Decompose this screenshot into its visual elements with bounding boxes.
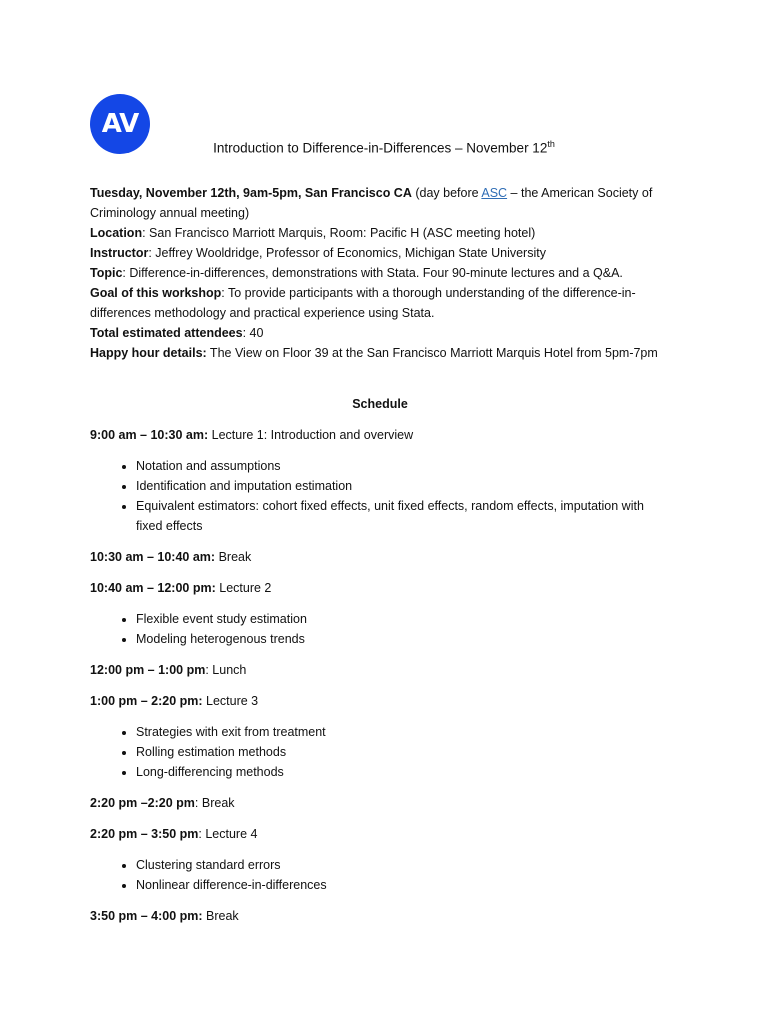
schedule-heading: Schedule	[352, 397, 408, 411]
schedule-slot	[90, 691, 670, 711]
bullet-list	[90, 855, 670, 895]
attendees-label: Total estimated attendees	[90, 326, 243, 340]
slot-time: 3:50 pm – 4:00 pm:	[90, 909, 203, 923]
attendees-value: : 40	[242, 326, 264, 340]
instructor-line	[90, 243, 670, 263]
goal-line	[90, 283, 670, 323]
list-item: • Clustering standard errors	[136, 855, 670, 875]
slot-desc: : Lunch	[205, 663, 247, 677]
slot-time: 2:20 pm –2:20 pm	[90, 796, 195, 810]
bullet-list	[90, 722, 670, 782]
list-item: • Rolling estimation methods	[136, 742, 670, 762]
list-item: • Strategies with exit from treatment	[136, 722, 670, 742]
topic-value: : Difference-in-differences, demonstrations with Stata. Four 90-minute lectures and a Q&A.	[122, 266, 623, 280]
goal-label: Goal of this workshop	[90, 286, 222, 300]
slot-time: 9:00 am – 10:30 am:	[90, 428, 209, 442]
schedule-slot	[90, 660, 670, 680]
date-post-text: – the American Society of Criminology annual meeting)	[90, 186, 653, 220]
bullet-list	[90, 456, 670, 536]
happy-hour-line	[90, 343, 670, 363]
goal-value: : To provide participants with a thorough understanding of the difference-in-differences methodology and practical experience using Stata.	[90, 286, 636, 320]
list-item: • Flexible event study estimation	[136, 609, 670, 629]
slot-desc: Break	[215, 550, 252, 564]
bullet-list	[90, 609, 670, 649]
slot-time: 12:00 pm – 1:00 pm	[90, 663, 206, 677]
schedule-slot	[90, 578, 670, 598]
instructor-value: : Jeffrey Wooldridge, Professor of Economics, Michigan State University	[148, 246, 546, 260]
slot-desc: Lecture 3	[202, 694, 259, 708]
schedule-slot	[90, 425, 670, 445]
list-item: • Identification and imputation estimation	[136, 476, 670, 496]
location-value: : San Francisco Marriott Marquis, Room: Pacific H (ASC meeting hotel)	[142, 226, 536, 240]
slot-time: 10:40 am – 12:00 pm:	[90, 581, 216, 595]
slot-desc: Break	[202, 909, 239, 923]
schedule-slot	[90, 793, 670, 813]
slot-time: 1:00 pm – 2:20 pm:	[90, 694, 203, 708]
topic-line	[90, 263, 670, 283]
title-superscript: th	[547, 139, 555, 149]
list-item: • Modeling heterogenous trends	[136, 629, 670, 649]
event-date: Tuesday, November 12th, 9am-5pm, San Francisco CA	[90, 186, 412, 200]
logo-text: AV	[101, 109, 139, 139]
title-text: Introduction to Difference-in-Differences – November 12	[213, 140, 548, 156]
slot-time: 10:30 am – 10:40 am:	[90, 550, 216, 564]
slot-desc: : Break	[194, 796, 235, 810]
page-title	[0, 139, 768, 156]
schedule-slot	[90, 906, 670, 926]
list-item: • Equivalent estimators: cohort fixed effects, unit fixed effects, random effects, imputation with fixed effects	[136, 496, 670, 536]
schedule-slot	[90, 824, 670, 844]
slot-desc: Lecture 1: Introduction and overview	[208, 428, 414, 442]
location-label: Location	[90, 226, 143, 240]
asc-link[interactable]: ASC	[481, 186, 508, 200]
slot-desc: Lecture 2	[215, 581, 272, 595]
event-date-line	[90, 183, 670, 223]
schedule-slot	[90, 547, 670, 567]
slot-time: 2:20 pm – 3:50 pm	[90, 827, 199, 841]
topic-label: Topic	[90, 266, 123, 280]
happy-hour-label: Happy hour details:	[90, 346, 207, 360]
location-line	[90, 223, 670, 243]
list-item: • Long-differencing methods	[136, 762, 670, 782]
list-item: • Nonlinear difference-in-differences	[136, 875, 670, 895]
list-item: • Notation and assumptions	[136, 456, 670, 476]
document-body	[90, 183, 670, 937]
instructor-label: Instructor	[90, 246, 149, 260]
attendees-line	[90, 323, 670, 343]
slot-desc: : Lecture 4	[198, 827, 258, 841]
happy-hour-value: The View on Floor 39 at the San Francisco Marriott Marquis Hotel from 5pm-7pm	[206, 346, 658, 360]
date-pre-text: (day before	[411, 186, 482, 200]
